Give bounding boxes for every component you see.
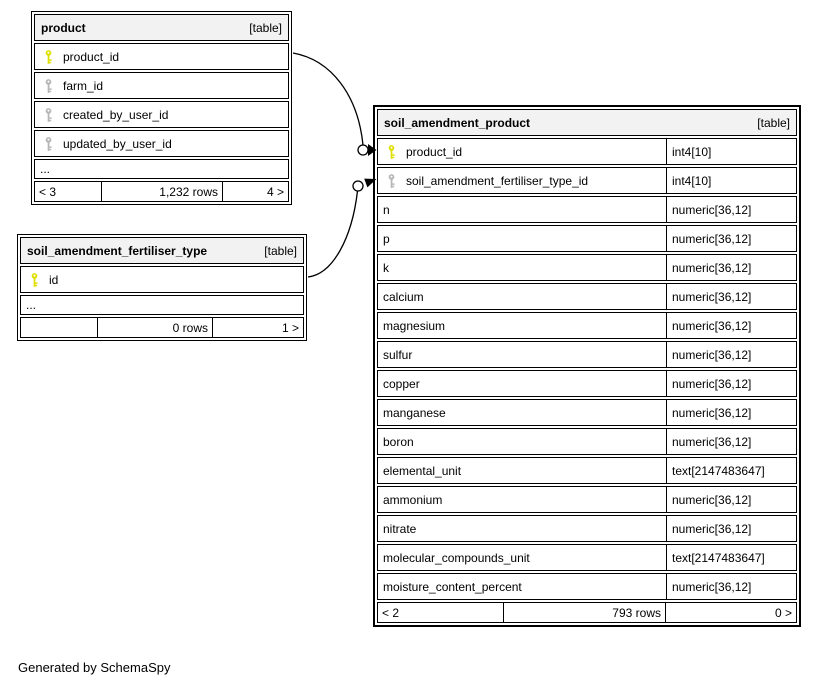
column-name: soil_amendment_fertiliser_type_id (406, 173, 589, 188)
column-row[interactable] (377, 225, 797, 252)
table-header[interactable] (20, 237, 304, 264)
column-name-cell (378, 458, 666, 483)
table-name: product (41, 20, 86, 35)
table-type-tag: [table] (249, 20, 282, 35)
key-icon (43, 136, 54, 152)
zero-or-one-circle-icon (358, 145, 368, 155)
column-row[interactable] (20, 295, 304, 315)
column-name-cell (378, 139, 666, 164)
column-name-cell (378, 429, 666, 454)
key-icon (43, 78, 54, 94)
column-type: numeric[36,12] (666, 371, 796, 396)
column-name: product_id (63, 49, 120, 64)
column-name-cell (35, 131, 288, 156)
column-name-cell (378, 400, 666, 425)
column-name-cell (378, 226, 666, 251)
column-name: p (383, 231, 390, 246)
column-name-cell (378, 516, 666, 541)
column-type: numeric[36,12] (666, 516, 796, 541)
row-count: 1,232 rows (102, 182, 223, 201)
column-name-cell (378, 197, 666, 222)
column-type: numeric[36,12] (666, 226, 796, 251)
column-row[interactable] (34, 130, 289, 157)
column-name-cell (378, 255, 666, 280)
key-icon (43, 49, 54, 65)
column-name: product_id (406, 144, 463, 159)
column-row[interactable] (377, 254, 797, 281)
column-row[interactable] (377, 399, 797, 426)
zero-or-one-circle-icon (353, 181, 363, 191)
column-name-cell (35, 160, 288, 178)
column-name: manganese (383, 405, 446, 420)
column-type: text[2147483647] (666, 458, 796, 483)
column-name: n (383, 202, 390, 217)
column-name-cell (35, 73, 288, 98)
column-name: ammonium (383, 492, 443, 507)
column-type: numeric[36,12] (666, 197, 796, 222)
table-footer (34, 181, 289, 202)
column-row[interactable] (377, 486, 797, 513)
column-list (34, 43, 289, 179)
column-row[interactable] (377, 428, 797, 455)
table-footer (20, 317, 304, 338)
column-row[interactable] (34, 159, 289, 179)
related-tables-right-count: 4 > (266, 184, 284, 199)
column-name: moisture_content_percent (383, 579, 522, 594)
column-name-cell (378, 574, 666, 599)
table-type-tag: [table] (264, 243, 297, 258)
table-name: soil_amendment_product (384, 115, 531, 130)
column-name: calcium (383, 289, 424, 304)
column-name: boron (383, 434, 414, 449)
relationship-product-to-soil-amendment-product (293, 53, 377, 156)
related-tables-left-count (21, 318, 98, 337)
column-name: ... (26, 298, 37, 312)
column-name: farm_id (63, 78, 104, 93)
table-node-soil-amendment-product[interactable] (373, 105, 801, 627)
column-row[interactable] (377, 341, 797, 368)
relationship-fertiliser-type-to-soil-amendment-product (308, 179, 377, 277)
column-type: int4[10] (666, 168, 796, 193)
column-name-cell (21, 296, 303, 314)
column-row[interactable] (34, 101, 289, 128)
column-name: k (383, 260, 389, 275)
column-name: ... (40, 162, 51, 176)
column-name-cell (378, 371, 666, 396)
table-node-product[interactable] (31, 11, 292, 205)
column-row[interactable] (20, 266, 304, 293)
column-name: sulfur (383, 347, 413, 362)
column-type: numeric[36,12] (666, 255, 796, 280)
column-row[interactable] (377, 196, 797, 223)
column-name: molecular_compounds_unit (383, 550, 530, 565)
related-tables-right-count: 0 > (774, 605, 792, 620)
column-name-cell (378, 313, 666, 338)
row-count: 0 rows (98, 318, 213, 337)
column-type: numeric[36,12] (666, 487, 796, 512)
table-node-soil-amendment-fertiliser-type[interactable] (17, 234, 307, 341)
key-icon (386, 144, 397, 160)
table-name: soil_amendment_fertiliser_type (27, 243, 208, 258)
column-row[interactable] (34, 43, 289, 70)
column-name-cell (35, 44, 288, 69)
column-type: numeric[36,12] (666, 429, 796, 454)
key-icon (29, 272, 40, 288)
table-footer (377, 602, 797, 623)
column-row[interactable] (377, 283, 797, 310)
column-row[interactable] (377, 312, 797, 339)
generator-credit: Generated by SchemaSpy (18, 660, 171, 675)
column-list (377, 138, 797, 600)
column-row[interactable] (377, 573, 797, 600)
column-name: created_by_user_id (63, 107, 169, 122)
column-type: numeric[36,12] (666, 313, 796, 338)
column-name-cell (378, 284, 666, 309)
related-tables-left-count: < 2 (378, 603, 504, 622)
column-name-cell (21, 267, 303, 292)
column-row[interactable] (377, 138, 797, 165)
column-list (20, 266, 304, 315)
column-name-cell (378, 545, 666, 570)
row-count: 793 rows (504, 603, 666, 622)
column-row[interactable] (377, 457, 797, 484)
column-type: numeric[36,12] (666, 342, 796, 367)
key-icon (43, 107, 54, 123)
column-type: int4[10] (666, 139, 796, 164)
column-name: id (49, 272, 59, 287)
column-name-cell (378, 168, 666, 193)
column-name-cell (35, 102, 288, 127)
column-type: numeric[36,12] (666, 400, 796, 425)
column-row[interactable] (377, 370, 797, 397)
column-row[interactable] (34, 72, 289, 99)
column-name: updated_by_user_id (63, 136, 172, 151)
table-header[interactable] (377, 109, 797, 136)
related-tables-left-count: < 3 (35, 182, 102, 201)
column-type: numeric[36,12] (666, 284, 796, 309)
column-name: copper (383, 376, 420, 391)
column-name: magnesium (383, 318, 446, 333)
table-type-tag: [table] (757, 115, 790, 130)
column-type: numeric[36,12] (666, 574, 796, 599)
key-icon (386, 173, 397, 189)
column-row[interactable] (377, 544, 797, 571)
table-header[interactable] (34, 14, 289, 41)
column-type: text[2147483647] (666, 545, 796, 570)
column-name-cell (378, 487, 666, 512)
column-name: nitrate (383, 521, 417, 536)
related-tables-right-count: 1 > (281, 320, 299, 335)
column-row[interactable] (377, 515, 797, 542)
column-row[interactable] (377, 167, 797, 194)
column-name: elemental_unit (383, 463, 462, 478)
column-name-cell (378, 342, 666, 367)
